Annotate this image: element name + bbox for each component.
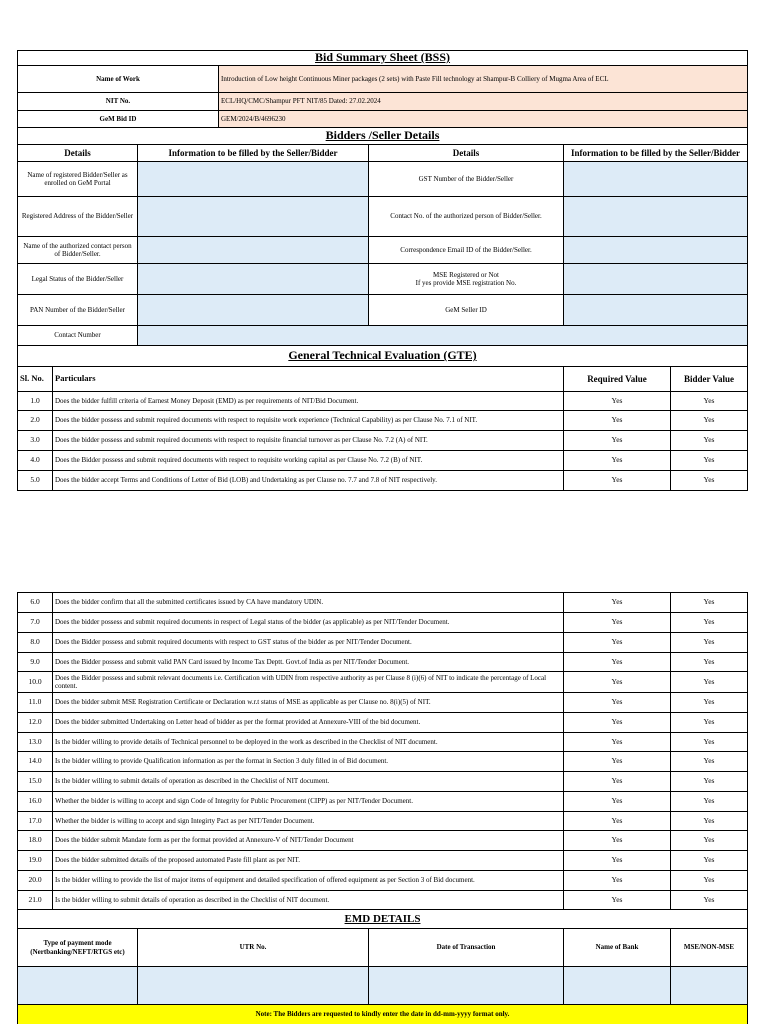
gem-bid-label: GeM Bid ID [18,111,219,128]
gte-bidder-value[interactable]: Yes [671,392,748,411]
gte-bidder-value[interactable]: Yes [671,772,748,792]
bidders-col-info-right: Information to be filled by the Seller/Bidder [564,145,748,162]
bidders-title: Bidders /Seller Details [18,128,748,145]
gte-bidder-value[interactable]: Yes [671,812,748,831]
emd-col-payment: Type of payment mode (Nertbanking/NEFT/RTGS etc) [18,929,138,967]
emd-col-mse: MSE/NON-MSE [671,929,748,967]
gte-required-value: Yes [564,653,671,672]
gte-particular: Does the bidder possess and submit required documents with respect to requisite financial turnover as per Clause No. 7.2 (A) of NIT. [53,431,564,451]
gte-bidder-value[interactable]: Yes [671,672,748,693]
gte-particular: Is the bidder willing to submit details of operation as described in the Checklist of NIT document. [53,772,564,792]
bidder-row [18,237,748,264]
gte-bidder-value[interactable]: Yes [671,633,748,653]
gte-bidder-value[interactable]: Yes [671,693,748,713]
gte-row [18,851,748,871]
name-of-work-value[interactable]: Introduction of Low height Continuous Miner packages (2 sets) with Paste Fill technology at Shampur-B Colliery of Mugma Area of ECL [219,66,748,93]
bidders-col-info-left: Information to be filled by the Seller/Bidder [138,145,369,162]
gte-row [18,831,748,851]
gte-sl: 6.0 [18,593,53,613]
gte-required-value: Yes [564,411,671,431]
emd-mse-input[interactable] [671,967,748,1005]
gte-sl: 5.0 [18,471,53,491]
gte-sl: 17.0 [18,812,53,831]
bidder-row [18,295,748,326]
gte-required-value: Yes [564,633,671,653]
bidder-row [18,264,748,295]
gte-row [18,411,748,431]
gte-sl: 8.0 [18,633,53,653]
gte-particular: Does the bidder possess and submit required documents with respect to requisite work experience (Technical Capability) as per Clause No. 7.1 of NIT. [53,411,564,431]
gte-required-value: Yes [564,733,671,752]
gte-bidder-value[interactable]: Yes [671,891,748,910]
gte-row [18,431,748,451]
gte-required-value: Yes [564,693,671,713]
gte-required-value: Yes [564,713,671,733]
gte-sl: 12.0 [18,713,53,733]
gte-row [18,392,748,411]
gte-particular: Does the bidder submitted details of the proposed automated Paste fill plant as per NIT. [53,851,564,871]
gte-row [18,752,748,772]
gte-col-particulars: Particulars [53,367,564,392]
bss-title: Bid Summary Sheet (BSS) [18,51,748,66]
bidder-row [18,197,748,237]
bidders-col-details-right: Details [369,145,564,162]
gte-required-value: Yes [564,593,671,613]
gte-bidder-value[interactable]: Yes [671,752,748,772]
gte-row [18,871,748,891]
emd-date-format-note: Note: The Bidders are requested to kindly enter the date in dd-mm-yyyy format only. [18,1005,748,1024]
gte-particular: Does the Bidder possess and submit required documents with respect to requisite working capital as per Clause No. 7.2 (B) of NIT. [53,451,564,471]
gte-particular: Does the bidder accept Terms and Conditions of Letter of Bid (LOB) and Undertaking as per Clause no. 7.7 and 7.8 of NIT respectively. [53,471,564,491]
gte-sl: 18.0 [18,831,53,851]
gem-seller-id-input[interactable] [564,295,748,326]
gte-sl: 10.0 [18,672,53,693]
gte-required-value: Yes [564,812,671,831]
gte-particular: Does the Bidder possess and submit relevant documents i.e. Certification with UDIN from respective authority as per Clause 8 (i)(6) of NIT to indicate the percentage of Local content. [53,672,564,693]
nit-label: NIT No. [18,93,219,111]
bidder-row-left-label: Name of registered Bidder/Seller as enrolled on GeM Portal [18,162,138,197]
gte-row [18,792,748,812]
gte-required-value: Yes [564,392,671,411]
gem-bid-value[interactable]: GEM/2024/B/4696230 [219,111,748,128]
legal-status-input[interactable] [138,264,369,295]
gte-bidder-value[interactable]: Yes [671,792,748,812]
gte-bidder-value[interactable]: Yes [671,713,748,733]
gte-sl: 2.0 [18,411,53,431]
gte-particular: Does the bidder submit Mandate form as per the format provided at Annexure-V of NIT/Tender Document [53,831,564,851]
gte-particular: Does the Bidder possess and submit required documents with respect to GST status of the bidder as per NIT/Tender Document. [53,633,564,653]
gte-sl: 14.0 [18,752,53,772]
gte-bidder-value[interactable]: Yes [671,471,748,491]
gte-row [18,733,748,752]
contact-person-input[interactable] [138,237,369,264]
gte-bidder-value[interactable]: Yes [671,733,748,752]
gte-col-sl: Sl. No. [18,367,53,392]
gte-sl: 19.0 [18,851,53,871]
gte-row [18,451,748,471]
gte-row [18,633,748,653]
gte-particular: Is the bidder willing to provide details of Technical personnel to be deployed in the work as described in the Checklist of NIT document. [53,733,564,752]
gte-particular: Is the bidder willing to provide the list of major items of equipment and detailed specification of offered equipment as per Section 3 of Bid document. [53,871,564,891]
bidder-row-right-label: GeM Seller ID [369,295,564,326]
gte-bidder-value[interactable]: Yes [671,411,748,431]
gte-particular: Does the bidder fulfill criteria of Earnest Money Deposit (EMD) as per requirements of NIT/Bid Document. [53,392,564,411]
gte-required-value: Yes [564,772,671,792]
gte-row [18,471,748,491]
emd-payment-input[interactable] [18,967,138,1005]
bid-summary-table [17,50,748,491]
gte-required-value: Yes [564,672,671,693]
bidder-row-left-label: Legal Status of the Bidder/Seller [18,264,138,295]
contact-number-label: Contact Number [18,326,138,346]
gte-row [18,772,748,792]
gte-row [18,812,748,831]
gte-particular: Does the bidder submitted Undertaking on Letter head of bidder as per the format provided at Annexure-VIII of the bid document. [53,713,564,733]
bidder-row-right-label: GST Number of the Bidder/Seller [369,162,564,197]
gte-bidder-value[interactable]: Yes [671,831,748,851]
gte-bidder-value[interactable]: Yes [671,851,748,871]
gte-row [18,891,748,910]
gte-title: General Technical Evaluation (GTE) [18,346,748,367]
gte-sl: 4.0 [18,451,53,471]
emd-col-date: Date of Transaction [369,929,564,967]
gte-required-value: Yes [564,851,671,871]
gte-sl: 15.0 [18,772,53,792]
gte-sl: 11.0 [18,693,53,713]
gte-row [18,693,748,713]
name-of-work-label: Name of Work [18,66,219,93]
gte-bidder-value[interactable]: Yes [671,593,748,613]
gte-sl: 21.0 [18,891,53,910]
gte-continued-table [17,592,748,1024]
gte-sl: 3.0 [18,431,53,451]
emd-date-input[interactable] [369,967,564,1005]
bidders-col-details-left: Details [18,145,138,162]
gte-required-value: Yes [564,871,671,891]
gte-required-value: Yes [564,613,671,633]
gte-particular: Whether the bidder is willing to accept and sign Code of Integrity for Public Procurement (CIPP) as per NIT/Tender Document. [53,792,564,812]
gte-row [18,653,748,672]
bidder-row-left-label: Registered Address of the Bidder/Seller [18,197,138,237]
bidder-row-left-label: PAN Number of the Bidder/Seller [18,295,138,326]
gte-row [18,593,748,613]
gst-number-input[interactable] [564,162,748,197]
gte-required-value: Yes [564,792,671,812]
gte-sl: 13.0 [18,733,53,752]
gte-particular: Whether the bidder is willing to accept and sign Integirty Pact as per NIT/Tender Document. [53,812,564,831]
gte-sl: 9.0 [18,653,53,672]
mse-registration-input[interactable] [564,264,748,295]
gte-row [18,613,748,633]
gte-bidder-value[interactable]: Yes [671,431,748,451]
emd-col-utr: UTR No. [138,929,369,967]
gte-required-value: Yes [564,891,671,910]
gte-required-value: Yes [564,431,671,451]
gte-bidder-value[interactable]: Yes [671,613,748,633]
gte-bidder-value[interactable]: Yes [671,653,748,672]
bidder-name-input[interactable] [138,162,369,197]
bidder-row-right-label: Contact No. of the authorized person of Bidder/Seller. [369,197,564,237]
gte-row [18,713,748,733]
gte-col-required: Required Value [564,367,671,392]
emd-col-bank: Name of Bank [564,929,671,967]
gte-sl: 20.0 [18,871,53,891]
bidder-row-right-label: MSE Registered or Not If yes provide MSE registration No. [369,264,564,295]
gte-particular: Is the bidder willing to submit details of operation as described in the Checklist of NIT document. [53,891,564,910]
gte-bidder-value[interactable]: Yes [671,871,748,891]
bidder-row-left-label: Name of the authorized contact person of Bidder/Seller. [18,237,138,264]
bidder-row-right-label: Correspondence Email ID of the Bidder/Seller. [369,237,564,264]
gte-col-bidder: Bidder Value [671,367,748,392]
gte-sl: 1.0 [18,392,53,411]
registered-address-input[interactable] [138,197,369,237]
gte-particular: Is the bidder willing to provide Qualification information as per the format in Section 3 duly filled in of Bid document. [53,752,564,772]
emd-title: EMD DETAILS [18,910,748,929]
gte-sl: 7.0 [18,613,53,633]
gte-required-value: Yes [564,471,671,491]
gte-sl: 16.0 [18,792,53,812]
pan-number-input[interactable] [138,295,369,326]
gte-required-value: Yes [564,752,671,772]
gte-required-value: Yes [564,831,671,851]
email-input[interactable] [564,237,748,264]
bidder-row [18,162,748,197]
gte-row [18,672,748,693]
contact-number-input[interactable] [138,326,748,346]
emd-utr-input[interactable] [138,967,369,1005]
gte-particular: Does the bidder submit MSE Registration Certificate or Declaration w.r.t status of MSE as applicable as per Clause no. 8(i)(5) of NIT. [53,693,564,713]
contact-no-input[interactable] [564,197,748,237]
gte-particular: Does the bidder confirm that all the submitted certificates issued by CA have mandatory UDIN. [53,593,564,613]
emd-bank-input[interactable] [564,967,671,1005]
nit-value[interactable]: ECL/HQ/CMC/Shampur PFT NIT/85 Dated: 27.02.2024 [219,93,748,111]
gte-particular: Does the bidder possess and submit required documents in respect of Legal status of the bidder (as applicable) as per NIT/Tender Document. [53,613,564,633]
gte-bidder-value[interactable]: Yes [671,451,748,471]
gte-particular: Does the Bidder possess and submit valid PAN Card issued by Income Tax Deptt. Govt.of India as per NIT/Tender Document. [53,653,564,672]
gte-required-value: Yes [564,451,671,471]
